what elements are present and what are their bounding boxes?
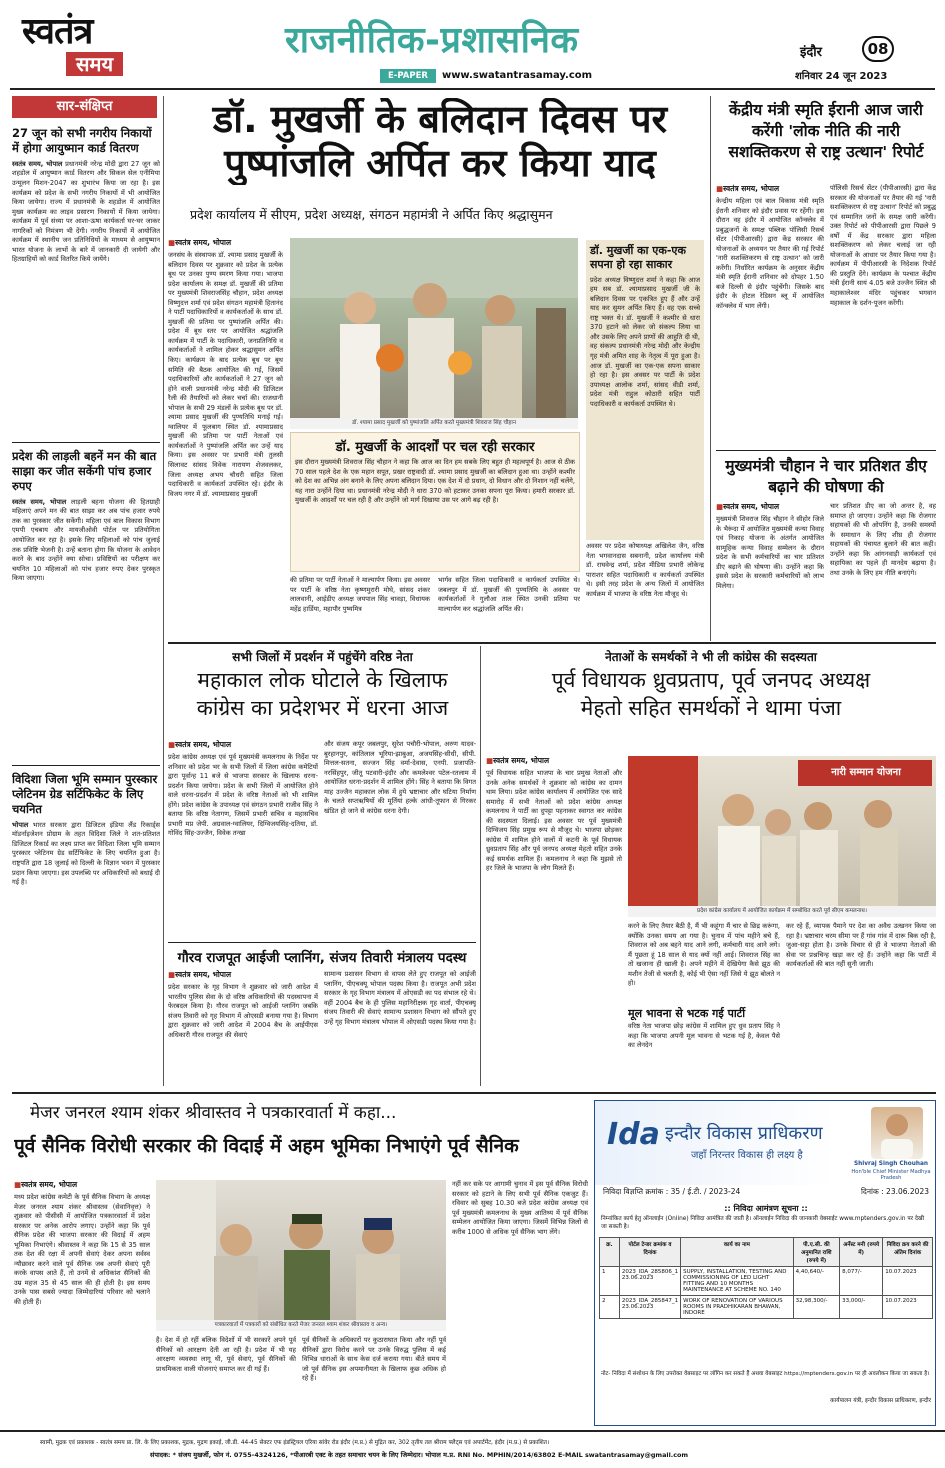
bottom-photo bbox=[156, 1180, 446, 1320]
side-story-body: प्रदेश अध्यक्ष विष्णुदत्त शर्मा ने कहा कि आज हम सब डॉ. श्यामाप्रसाद मुखर्जी जी के बलिदान दिवस पर एकत्रित हुए हैं और उन्हें याद कर सुमन अर्पित किए हैं। वह एक सच्चे राष्ट्र भक्त थे। डॉ. मुखर्जी ने कश्मीर से धारा 370 हटाने को लेकर जो संकल्प लिया था और उसके लिए अपने प्राणों की आहुति दी थी, वह संकल्प प्रधानमंत्री नरेन्द्र मोदी और केन्द्रीय गृह मंत्री अमित शाह के नेतृत्व में पूरा हुआ है। आज डॉ. मुखर्जी का एक-एक सपना साकार हो रहा है। इस अवसर पर पार्टी के प्रदेश उपाध्यक्ष आलोक शर्मा, सांसद वीडी शर्मा, प्रदेश मंत्री राहुल कोठारी सहित पार्टी पदाधिकारी व कार्यकर्ता उपस्थित थे। bbox=[590, 275, 700, 408]
mid-right-headline bbox=[486, 666, 936, 723]
lead-byline: ■ स्वतंत्र समय, भोपाल bbox=[168, 238, 283, 248]
ad-note: नोट- निविदा में संशोधन के लिए उपरोक्त वेबसाइट पर लॉगिन कर सकते हैं अथवा वेबसाइट https://mptenders.gov.in पर ही अवलोकन किया जा सकता है। bbox=[601, 1371, 930, 1377]
mid-left-col2: और संजय कपूर जबलपुर, सुरेश पचौरी-भोपाल, अरुण यादव-बुरहानपुर, कांतिलाल भूरिया-झाबुआ, अजयसिंह-सीधी, सीपी. मित्तल-सतना, सज्जन सिंह वर्मा-देवास, एनपी. प्रजापति-नरसिंहपुर, जीतू पटवारी-इंदौर और कमलेश्वर पटेल-रतलाम में आयोजित धरना-प्रदर्शन में शामिल होंगे। सिंह ने बताया कि विगत माह उज्जैन महाकाल लोक में हुये भ्रष्टाचार और घटिया निर्माण के चलते सप्तऋषियों की मूर्तियां हल्के आंधी-तूफान से गिरकर खंडित हो जाने से कांग्रेस धरना देगी। bbox=[324, 740, 476, 815]
right-story1-byline: ■ स्वतंत्र समय, भोपाल bbox=[716, 184, 824, 194]
bottom-kicker: मेजर जनरल श्याम शंकर श्रीवास्तव ने पत्रकारवार्ता में कहा... bbox=[30, 1103, 397, 1123]
sidebar-title: सार-संक्षिप्त bbox=[12, 96, 157, 118]
table-cell: SUPPLY, INSTALLATION, TESTING AND COMMISSIONING OF LED LIGHT FITTING AND 10 MONTHS MAINTENANCE AT SCHEME NO. 140 bbox=[681, 1267, 793, 1296]
right-story1-col1-text: केन्द्रीय महिला एवं बाल विकास मंत्री स्मृति ईरानी शनिवार को इंदौर प्रवास पर रहेंगी। इस दौरान वह इंदौर में आयोजित कॉन्क्लेव में प्रबुद्धजनों के समक्ष पब्लिक पॉलिसी रिसर्च सेंटर (पीपीआरसी) द्वारा केंद्र सरकार की योजनाओं के अध्ययन पर तैयार की गई रिपोर्ट 'नारी सशक्तिकरण से राष्ट्र उत्थान' को जारी करेंगी। निर्धारित कार्यक्रम के अनुसार केंद्रीय मंत्री स्मृति ईरानी शनिवार को दोपहर 1.50 बजे दिल्ली से इंदौर पहुंचेंगी। जिसके बाद इंदौर के होटल रेडिसन ब्लू में आयोजित कॉन्क्लेव में भाग लेंगी। bbox=[716, 197, 824, 311]
gaurav-top-rule bbox=[168, 942, 476, 943]
epaper-label: E-PAPER bbox=[380, 69, 436, 83]
mid-right-col2-more: वरिष्ठ नेता भाजपा छोड़ कांग्रेस में शामिल हुए धुव प्रताप सिंह ने कहा कि भाजपा अपनी मूल भावना से भटक गई है, केवल पैसे का लेनदेन bbox=[628, 1022, 780, 1050]
lead-photo-illustration bbox=[290, 238, 578, 418]
right-story-divider bbox=[716, 450, 936, 451]
ad-table-wrap bbox=[599, 1237, 933, 1367]
lead-col1 bbox=[168, 238, 283, 583]
sidebar-item-byline: स्वतंत्र समय, भोपाल bbox=[12, 497, 67, 506]
sidebar-item-heading: प्रदेश की लाड़ली बहनें मन की बात साझा कर जीत सकेंगी पांच हजार रुपए bbox=[12, 449, 157, 493]
sidebar-item bbox=[12, 772, 160, 1072]
ad-table bbox=[599, 1237, 933, 1319]
mid-right-col3: कर रहे हैं, व्यापक पैमाने पर देश का अवैध उत्खनन किया जा रहा है। भ्रष्टाचार चरम सीमा पर हैं गांव गांव में दारू बिक रही है, जुआ-सट्टा होता है। उनके विचार से ही वे भाजपा नेताओं की सेवा पर प्रश्नचिन्ह खड़ा कर रहे हैं। उन्होंने कहा कि पार्टी में कार्यकर्ताओं की बात नहीं सुनी जाती। bbox=[786, 922, 936, 969]
logo-line1: स्वतंत्र bbox=[22, 11, 93, 52]
sidebar-item bbox=[12, 126, 160, 436]
right-story2-col2: चार प्रतिशत डीए का जो अन्तर है, वह समाप्त हो जाएगा। उन्होंने कहा कि रोजगार सहायकों की भी ओपनिंग है, उनकी समस्यों के समाधान के लिए शीघ्र ही रोजगार सहायकों की पंचायत बुलाने की बात कही। उन्होंने कहा कि आंगनवाड़ी कार्यकर्ता एवं सहायिका का पहले ही मानदेय बढ़ाया है। तथा उनके के लिए हम नीति बनाएंगे। bbox=[830, 502, 936, 577]
mid-right-photo bbox=[628, 756, 936, 906]
table-cell: 2023_IDA_285847_1 23.06.2023 bbox=[619, 1296, 680, 1319]
side-story-body2: अवसर पर प्रदेश कोषाध्यक्ष अखिलेश जैन, वरिष्ठ नेता भगवानदास सबनानी, प्रदेश कार्यालय मंत्री डॉ. राघवेन्द्र शर्मा, प्रदेश मीडिया प्रभारी लोकेन्द्र पाराशर सहित पदाधिकारी व कार्यकर्ता उपस्थित थे। इसी तरह प्रदेश के अन्य जिलों में आयोजित कार्यक्रम में भाजपा के वरिष्ठ नेता मौजूद थे। bbox=[586, 542, 704, 598]
masthead-rule bbox=[10, 88, 935, 90]
ad-tender-ref: निविदा विज्ञप्ति क्रमांक : 35 / ई.टी. / 2023-24 bbox=[603, 1187, 741, 1196]
lead-bottom-col1: की प्रतिमा पर पार्टी नेताओं ने माल्यार्पण किया। इस अवसर पर पार्टी के वरिष्ठ नेता कृष्णमुरारी मोघे, सांसद शंकर लालवानी, आईडीए अध्यक्ष जयपाल सिंह चावड़ा, विधायक महेंद्र हार्डिया, महापौर पुष्यमित्र bbox=[290, 576, 430, 613]
lead-headline-line2: पुष्पांजलि अर्पित कर किया याद bbox=[224, 140, 656, 185]
masthead bbox=[0, 0, 945, 88]
ad-person-title: Hon'ble Chief Minister Madhya Pradesh bbox=[851, 1169, 931, 1181]
mid-left-headline-line1: महाकाल लोक घोटाले के खिलाफ bbox=[197, 668, 448, 692]
sidebar-item-body: लाड़ली बहना योजना की हितग्राही महिलाएं अपने मन की बात साझा कर अब पांच हजार रुपये तक का पुरस्कार जीत सकेंगी। महिला एवं बाल विकास विभाग एमपी एचबाय और मायजीओवी पोर्टल पर प्रतियोगिता आयोजित कर रहा है। इसके लिए महिलाओं को पांच जुलाई तक प्रविष्टि भेजनी है। उन्हें बताना होगा कि योजना के आवेदन करने के बाद उन्होंने क्या सोचा। प्रविष्टियों का परीक्षण कर चयनित 10 महिलाओं को पांच हजार रुपए देकर पुरस्कृत किया जाएगा। bbox=[12, 497, 160, 583]
ad-person-photo bbox=[871, 1107, 923, 1159]
table-cell: 4,40,640/- bbox=[793, 1267, 839, 1296]
ad-signature: कार्यपालन यंत्री, इन्दौर विकास प्राधिकरण, इन्दौर bbox=[830, 1398, 931, 1404]
side-story bbox=[586, 240, 704, 540]
mid-right-photo-caption: प्रदेश कांग्रेस कार्यालय में आयोजित कार्यक्रम में सम्बोधित करते पूर्व सीएम कमलनाथ। bbox=[628, 906, 936, 917]
mid-right-byline: ■ स्वतंत्र समय, भोपाल bbox=[486, 756, 622, 766]
ad-person-name: Shivraj Singh Chouhan bbox=[853, 1161, 929, 1167]
lead-col1-text: जनसंघ के संस्थापक डॉ. श्यामा प्रसाद मुखर्जी के बलिदान दिवस पर शुक्रवार को प्रदेश के प्रत्येक बूथ पर उनका पुण्य स्मरण किया गया। भाजपा प्रदेश कार्यालय के समक्ष डॉ. मुखर्जी की प्रतिमा पर मुख्यमंत्री शिवराजसिंह चौहान, प्रदेश अध्यक्ष विष्णुदत्त शर्मा एवं प्रदेश संगठन महामंत्री हितानंद ने पार्टी पदाधिकारियों व कार्यकर्ताओं के साथ डॉ. मुखर्जी की प्रतिमा पर पुष्पांजलि अर्पित की। प्रदेश में बूथ स्तर पर आयोजित श्रद्धांजलि कार्यक्रम में पार्टी के पदाधिकारी, जनप्रतिनिधि व कार्यकर्ताओं ने शामिल होकर श्रद्धासुमन अर्पित किए। कार्यक्रम के बाद प्रत्येक बूथ पर बूथ समिति की बैठक आयोजित की गई, जिसमें पदाधिकारियों और कार्यकर्ताओं ने 27 जून को होने वाली प्रधानमंत्री नरेन्द्र मोदी की डिजिटल रैली की तैयारियों को लेकर चर्चा की। राजधानी भोपाल के सभी 29 मंडलों के प्रत्येक बूथ पर डॉ. श्यामा प्रसाद मुखर्जी की पुण्यतिथि मनाई गई। ग्वालियर में फूलबाग स्थित डॉ. श्यामाप्रसाद मुखर्जी की प्रतिमा पर पार्टी नेताओं एवं कार्यकर्ताओं ने पुष्पांजलि अर्पित कर उन्हें याद किया। इस अवसर पर प्रभारी मंत्री तुलसी सिलावट सांसद विवेक नारायण शेजवलकर, जिला अध्यक्ष अभय चौधरी सहित जिला पदाधिकारी व कार्यकर्ता उपस्थित रहे। इंदौर के विजय नगर में डॉ. श्यामाप्रसाद मुखर्जी bbox=[168, 251, 283, 498]
lead-subheadline: प्रदेश कार्यालय में सीएम, प्रदेश अध्यक्ष, संगठन महामंत्री ने अर्पित किए श्रद्धासुमन bbox=[190, 207, 553, 222]
ad-org-name: इन्दौर विकास प्राधिकरण bbox=[665, 1123, 823, 1144]
lead-headline bbox=[170, 98, 710, 185]
ad-logo: Ida bbox=[607, 1117, 660, 1152]
ad-col-header: पी.ए.सी. की अनुमानित राशि (रुपये में) bbox=[793, 1238, 839, 1267]
right-story2-byline: ■ स्वतंत्र समय, भोपाल bbox=[716, 502, 824, 512]
mid-left-col1-text: प्रदेश कांग्रेस अध्यक्ष एवं पूर्व मुख्यमंत्री कमलनाथ के निर्देश पर शनिवार को प्रदेश भर के सभी जिलों में जिला कांग्रेस कमेटियों द्वारा पूर्वान्ह 11 बजे से भाजपा सरकार के खिलाफ धरना-प्रदर्शन किया जायेगा। प्रदेश के सभी जिलों में आयोजित होने वाले धरना-प्रदर्शन में प्रदेश के वरिष्ठ नेताओं को भी शामिल होंगे। प्रदेश कांग्रेस के उपाध्यक्ष एवं संगठन प्रभारी राजीव सिंह ने बताया कि वरिष्ठ नेतागण, जिसमें प्रभारी सचिव व महासचिव प्रभारी मप्र जेपी. अग्रवाल-ग्वालियर, दिग्विजयसिंह-दतिया, डॉ. गोविंद सिंह-उज्जैन, विवेक तन्खा bbox=[168, 753, 318, 838]
mid-right-kicker: नेताओं के समर्थकों ने भी ली कांग्रेस की सदस्यता bbox=[605, 650, 817, 664]
website-link[interactable]: www.swatantrasamay.com bbox=[441, 70, 593, 81]
mid-section-rule bbox=[168, 642, 936, 644]
right-story2-col1-text: मुख्यमंत्री शिवराज सिंह चौहान ने सीहोर जिले के भैरूंदा में आयोजित मुख्यमंत्री कन्या विवाह एवं निकाह योजना के अंतर्गत आयोजित सामूहिक कन्या विवाह सम्मेलन के दौरान प्रदेश के सभी कर्मचारियों का चार प्रतिशत डीए बढ़ाने की घोषणा की। उन्होंने कहा कि इससे प्रदेश के सरकारी कर्मचारियों को लाभ मिलेगा। bbox=[716, 515, 824, 590]
lead-subbox-heading: डॉ. मुखर्जी के आदर्शों पर चल रही सरकार bbox=[335, 440, 535, 455]
lead-photo bbox=[290, 238, 578, 418]
sidebar-item-body: भारत सरकार द्वारा डिजिटल इंडिया लैंड रिकार्ड्स मॉडर्नाइजेशन प्रोग्राम के तहत विदिशा जिले ने शत-प्रतिशत डिजिटल रिकार्ड का लक्ष्य प्राप्त कर विदिशा जिला भूमि सम्मान पुरस्कार प्लेटिनम ग्रेड सर्टिफिकेट के लिए चयनित हुआ है। राष्ट्रपति द्वारा 18 जुलाई को दिल्ली के विज्ञान भवन में पुरस्कार प्रदान किया जाएगा। इस उपलब्धि पर अधिकारियों को बधाई दी गई है। bbox=[12, 820, 160, 887]
sidebar-item bbox=[12, 449, 160, 759]
mid-left-kicker: सभी जिलों में प्रदर्शन में पहुंचेंगे वरिष्ठ नेता bbox=[232, 650, 413, 664]
bottom-photo-caption: पत्रकारवार्ता में पत्रकारों को संबोधित करते मेजर जनरल श्याम शंकर श्रीवास्तव व अन्य। bbox=[156, 1320, 446, 1331]
right-story1-col1 bbox=[716, 184, 824, 444]
gaurav-col1 bbox=[168, 970, 318, 1088]
lead-subbox-body: इस दौरान मुख्यमंत्री शिवराज सिंह चौहान ने कहा कि आज का दिन हम सबके लिए बहुत ही महत्वपूर्ण है। आज से ठीक 70 साल पहले देश के एक महान सपूत, प्रखर राष्ट्रवादी डॉ. श्यामा प्रसाद मुखर्जी का बलिदान हुआ था। उन्होंने कश्मीर को देश का अभिन्न अंग बनाने के लिए अपना बलिदान दिया। एक देश में दो प्रधान, दो विधान और दो निशान नहीं चलेंगे, यह नारा उन्होंने दिया था। प्रधानमंत्री नरेन्द्र मोदी ने धारा 370 को हटाकर उनका सपना पूरा किया। हमारी सरकार डॉ. मुखर्जी के आदर्शों पर चल रही है और उन्होंने जो मार्ग दिखाया उस पर आगे बढ़ रही है। bbox=[295, 458, 575, 505]
bottom-col4: नहीं कर सके पर आगामी चुनाव में इस पूर्व सैनिक विरोधी सरकार को हटाने के लिए सभी पूर्व सैनिक एकजुट हैं। रविवार को सुबह 10.30 बजे प्रदेश कांग्रेस अध्यक्ष एवं पूर्व मुख्यमंत्री कमलनाथ के मुख्य आतिथ्य में पूर्व सैनिक सम्मेलन आयोजित किया जाएगा। जिसमें विभिन्न जिलों से करीब 1000 से अधिक पूर्व सैनिक भाग लेंगे। bbox=[452, 1180, 588, 1236]
table-cell: 10.07.2023 bbox=[883, 1296, 933, 1319]
sidebar-item-heading: 27 जून को सभी नगरीय निकायों में होगा आयुष्मान कार्ड वितरण bbox=[12, 126, 152, 155]
mid-right-photo-banner: नारी सम्मान योजना bbox=[831, 767, 901, 778]
mid-column-rule bbox=[480, 646, 481, 1086]
right-story2-col1 bbox=[716, 502, 824, 640]
ad-col-header: कार्य का नाम bbox=[681, 1238, 793, 1267]
table-cell: 33,000/- bbox=[840, 1296, 883, 1319]
mid-right-col2: करने के लिए तैयार बैठी है, मैं भी कहूंगा मैं चार से छिद्र करूंगा, क्योंकि उनका समय आ गया है। चुनाव में पांच महीने बचे हैं, शिवराज को अब बहने याद आने लगी, कर्मचारी याद आने लगे। मैं पूछता हूं 18 साल से याद क्यों नहीं आई। शिवराज सिंह का तो खजाना ही खाली है। अपने महीने में देखियेगा कैसे झूठ की मशीन तेजी से चलती है, कोई भी ऐसा नहीं जिसे ये झूठ बोलते न हो। bbox=[628, 922, 780, 988]
lead-headline-line1: डॉ. मुखर्जी के बलिदान दिवस पर bbox=[212, 98, 668, 141]
city-label: इंदौर bbox=[800, 45, 822, 60]
bottom-col2: है। देश में हो रहीं बलिक विदेशों में भी सरकारें अपने पूर्व सैनिकों को आरक्षण देती आ रही है। प्रदेश में भी यह आरक्षण व्यवस्था लागू थी, पूर्व सेवाएं, पूर्व सैनिकों की प्राथमिकता वाली योजनाएं समाप्त कर दी गई हैं। bbox=[156, 1336, 296, 1373]
page-number: 08 bbox=[862, 36, 894, 62]
bottom-col1 bbox=[14, 1180, 150, 1424]
sidebar-item-byline: स्वतंत्र समय, भोपाल bbox=[12, 159, 63, 168]
right-story1-col2: पॉलिसी रिसर्च सेंटर (पीपीआरसी) द्वारा केंद्र सरकार की योजनाओं पर तैयार की गई 'नारी सशक्तिकरण से राष्ट्र उत्थान' रिपोर्ट को प्रबुद्ध एवं सम्मानित जनों के समक्ष जारी करेंगी। उक्त रिपोर्ट को पीपीआरसी द्वारा पिछले 9 वर्षों में केंद्र सरकार द्वारा महिला सशक्तिकरण को लेकर चलाई जा रही योजनाओं के आधार पर तैयार किया गया है। कार्यक्रम में पीपीआरसी के निदेशक रिपोर्ट की प्रस्तुति देंगे। कार्यक्रम के पश्चात केंद्रीय मंत्री ईरानी सायं 4.05 बजे उज्जैन स्थित श्री महाकालेश्वर मंदिर पहुंचकर भगवान महाकाल के दर्शन-पूजन करेंगी। bbox=[830, 184, 936, 307]
lead-photo-caption: डॉ. श्यामा प्रसाद मुखर्जी को पुष्पांजलि अर्पित करते मुख्यमंत्री शिवराज सिंह चौहान bbox=[290, 418, 578, 429]
sidebar-divider bbox=[12, 765, 160, 766]
sidebar-item-heading: विदिशा जिला भूमि सम्मान पुरस्कार प्लेटिनम ग्रेड सर्टिफिकेट के लिए चयनित bbox=[12, 772, 158, 816]
ad-tender-date: दिनांक : 23.06.2023 bbox=[860, 1187, 929, 1196]
mid-right-photo-illustration bbox=[628, 756, 936, 906]
table-cell: 32,98,300/- bbox=[793, 1296, 839, 1319]
ad-tagline: जहाँ निरन्तर विकास ही लक्ष्य है bbox=[691, 1150, 803, 1161]
gaurav-headline: गौरव राजपूत आईजी प्लानिंग, संजय तिवारी मंत्रालय पदस्थ bbox=[177, 950, 467, 966]
ad-col-header: अर्नेस्ट मनी (रुपये में) bbox=[840, 1238, 883, 1267]
footer bbox=[0, 1430, 945, 1468]
epaper-strip bbox=[380, 68, 680, 83]
table-row bbox=[600, 1296, 933, 1319]
ad-notice-body: निम्नांकित कार्य हेतु ऑनलाईन (Online) निविदा आमंत्रित की जाती है। ऑनलाईन निविदा की जानकारी वेबसाईट www.mptenders.gov.in पर देखी जा सकती है। bbox=[601, 1216, 925, 1231]
gaurav-col2: सामान्य प्रशासन विभाग से वापस लेते हुए राजपूत को आईजी प्लानिंग, पीएचक्यू भोपाल पदस्थ किया है। राजपूत अभी प्रदेश सरकार के गृह विभाग मंत्रालय में ओएसडी का पद संभाल रहे थे। वहीं 2004 बैच के ही पुलिस महानिरीक्षक गृह वार्ता, पीएचक्यू संजय तिवारी की सेवाएं सामान्य प्रशासन विभाग को सौंपते हुए उन्हें गृह विभाग मंत्रालय भोपाल में ओएसडी पदस्थ किया गया है। bbox=[324, 970, 476, 1026]
person-icon bbox=[871, 1107, 923, 1159]
mid-left-col1 bbox=[168, 740, 318, 938]
mid-right-col2-subhead: मूल भावना से भटक गई पार्टी bbox=[628, 1007, 746, 1020]
ad-col-header: क्र. bbox=[600, 1238, 620, 1267]
right-story2-headline: मुख्यमंत्री चौहान ने चार प्रतिशत डीए बढ़ाने की घोषणा की bbox=[725, 457, 927, 496]
mid-right-col1 bbox=[486, 756, 622, 1088]
section-title: राजनीतिक-प्रशासनिक bbox=[285, 20, 579, 61]
mid-right-headline-line2: मेहतो सहित समर्थकों ने थामा पंजा bbox=[580, 696, 842, 721]
side-story-heading: डॉ. मुखर्जी का एक-एक सपना हो रहा साकार bbox=[590, 244, 686, 272]
lead-subbox bbox=[290, 432, 580, 572]
mid-left-headline bbox=[170, 666, 475, 723]
logo-line2: समय bbox=[66, 52, 123, 76]
gaurav-byline: ■ स्वतंत्र समय, भोपाल bbox=[168, 970, 318, 980]
sidebar-item-body: प्रधानमंत्री नरेन्द्र मोदी द्वारा 27 जून को शहडोल में आयुष्मान कार्ड वितरण और सिकल सेल एनीमिया उन्मूलन मिशन-2047 का शुभारंभ किया जा रहा है। इस कार्यक्रम को प्रदेश के सभी नगरीय निकायों में भी आयोजित किया जायेगा। राज्य में प्रधानमंत्री के शहडोल में आयोजित मुख्य कार्यक्रम का लाइव प्रसारण निकायों में किया जायेगा। कार्यक्रम में पूर्व संध्या पर आशा-ऊषा कार्यकर्ता घर-घर जाकर नागरिकों को निमंत्रण भी देंगी। नगरीय निकायों में आयोजित कार्यक्रम में स्थानीय जन प्रतिनिधियों के माध्यम से आयुष्मान भारत योजना के लाभों के बारे में जानकारी दी जायेगी और हितग्राहियों को कार्ड वितरित किये जायेंगे। bbox=[12, 159, 160, 264]
ad-col-header: पोर्टल टेन्डर क्रमांक व दिनांक bbox=[619, 1238, 680, 1267]
issue-date: शनिवार 24 जून 2023 bbox=[795, 71, 888, 82]
table-cell: 2 bbox=[600, 1296, 620, 1319]
ad-tender-bar bbox=[595, 1187, 936, 1201]
sidebar bbox=[12, 126, 160, 1076]
gaurav-col1-text: प्रदेश सरकार के गृह विभाग ने शुक्रवार को जारी आदेश में भारतीय पुलिस सेवा के दो वरिष्ठ अधिकारियों की पदस्थापना में फेरबदल किया है। गौरव राजपूत को आईजी प्लानिंग जबकि संजय तिवारी को गृह विभाग में ओएसडी बनाया गया है। विभाग द्वारा शुक्रवार को जारी आदेश में 2004 बैच के आईपीएस अधिकारी गौरव राजपूत की सेवाएं bbox=[168, 983, 318, 1039]
table-cell: WORK OF RENOVATION OF VARIOUS ROOMS IN PRADHIKARAN BHAWAN, INDORE bbox=[681, 1296, 793, 1319]
lead-right-rule bbox=[710, 96, 711, 641]
table-cell: 1 bbox=[600, 1267, 620, 1296]
ad-col-header: निविदा क्रय करने की अंतिम दिनांक bbox=[883, 1238, 933, 1267]
logo bbox=[22, 11, 152, 84]
mid-right-col1-text: पूर्व विधायक सहित भाजपा के चार प्रमुख नेताओं और उनके अनेक समर्थकों ने शुक्रवार को कांग्रेस का दामन थाम लिया। प्रदेश कांग्रेस कार्यालय में आयोजित एक सादे समारोह में सभी नेताओं को प्रदेश कांग्रेस अध्यक्ष कमलनाथ ने पार्टी का दुपट्टा पहनाकर स्वागत कर कांग्रेस की सदस्यता दिलाई। इस अवसर पर पूर्व मुख्यमंत्री दिग्विजय सिंह प्रमुख रूप से मौजूद थे। भाजपा छोड़कर कांग्रेस में शामिल होने वालों में कटनी के पूर्व विधायक ध्रुवप्रताप सिंह और पूर्व जनपद अध्यक्ष मेहतो सहित उनके कई समर्थक शामिल हैं। कमलनाथ ने कहा कि मुझसे तो हर जिले के भाजपा के लोग मिलते हैं। bbox=[486, 769, 622, 873]
table-cell: 2023_IDA_285806_1 23.06.2023 bbox=[619, 1267, 680, 1296]
footer-line2: संपादक: * संजय मुखर्जी, फोन नं. 0755-4324126, *पीआरबी एक्ट के तहत समाचार चयन के लिए जिम्मेदार। भोपाल म.प्र. RNI No. MPHIN/2014/63802 E-MAIL swatantrasamay@gmail.com bbox=[150, 1451, 689, 1459]
right-story1-headline: केंद्रीय मंत्री स्मृति ईरानी आज जारी करेंगी 'लोक नीति की नारी सशक्तिकरण से राष्ट्र उत्थान' रिपोर्ट bbox=[728, 101, 924, 161]
bottom-col1-text: मध्य प्रदेश कांग्रेस कमेटी के पूर्व सैनिक विभाग के अध्यक्ष मेजर जनरल श्याम शंकर श्रीवास्तव (सेवानिवृत्त) ने शुक्रवार को पीसीसी में आयोजित पत्रकारवार्ता में प्रदेश सरकार पर अनेक आरोप लगाए। उन्होंने कहा कि पूर्व सैनिक प्रदेश की भाजपा सरकार की विदाई में अहम भूमिका निभाएंगे। श्रीवास्तव ने कहा कि 15 से 35 साल तक देश की रक्षा में अपनी सेवाएं देकर अपना सर्वस्व न्यौछावर करने वाले पूर्व सैनिक जब अपनी सेवाएं पूरी करके वापस आते हैं, तो उनमें से अधिकांश सैनिकों की उम्र महज 35 से 45 साल की ही होती है। इस समय उनके पास सबसे ज्यादा जिम्मेदारियां परिवार को चलाने की होती हैं। bbox=[14, 1193, 150, 1307]
table-row bbox=[600, 1267, 933, 1296]
bottom-section-rule bbox=[12, 1092, 936, 1094]
sidebar-item-byline: भोपाल bbox=[12, 820, 29, 829]
lead-bottom-col2: भार्गव सहित जिला पदाधिकारी व कार्यकर्ता उपस्थित थे। जबलपुर में डॉ. मुखर्जी की पुण्यतिथि के अवसर पर कार्यकर्ताओं ने गुलौआ ताल स्थित उनकी प्रतिमा पर माल्यार्पण कर श्रद्धांजलि अर्पित की। bbox=[438, 576, 580, 613]
ad-notice-title: :: निविदा आमंत्रण सूचना :: bbox=[724, 1204, 808, 1213]
ad-table-header bbox=[600, 1238, 933, 1267]
ida-tender-ad bbox=[594, 1100, 936, 1426]
footer-line1: स्वामी, मुद्रक एवं प्रकाशक - स्वतंत्र समय प्रा. लि. के लिए प्रकाशक, मुद्रक, मुद्रण इकाई, जी.डी. 44-45 सेक्टर एफ इंडस्ट्रियल एरिया सांवेर रोड इंदौर (म.प्र.) से मुद्रित कर, 302 तृतीय तल श्रीराम फ्लैट्स एवं अपार्टमेंट, इंदौर (म.प्र.) से प्रकाशित। bbox=[40, 1440, 550, 1446]
table-cell: 8,077/- bbox=[840, 1267, 883, 1296]
mid-right-headline-line1: पूर्व विधायक ध्रुवप्रताप, पूर्व जनपद अध्यक्ष bbox=[551, 668, 871, 692]
ad-header bbox=[595, 1101, 936, 1185]
bottom-col3: पूर्व सैनिकों के अधिकारों पर कुठाराघात किया और नहीं पूर्व सैनिकों द्वारा विरोध करने पर उनके विरुद्ध पुलिस में कई विभिन्न धाराओं के साथ केस दर्ज कराया गया। बीते समय में जो पूर्व सैनिक इस अपमानीयता के खिलाफ कुछ अधिक हो रहे हैं। bbox=[302, 1336, 446, 1383]
mid-left-byline: ■ स्वतंत्र समय, भोपाल bbox=[168, 740, 318, 750]
bottom-byline: ■ स्वतंत्र समय, भोपाल bbox=[14, 1180, 150, 1190]
mid-left-headline-line2: कांग्रेस का प्रदेशभर में धरना आज bbox=[196, 696, 449, 721]
table-cell: 10.07.2023 bbox=[883, 1267, 933, 1296]
sidebar-divider bbox=[12, 442, 160, 443]
sidebar-column-rule bbox=[163, 96, 164, 1086]
bottom-headline: पूर्व सैनिक विरोधी सरकार की विदाई में अहम भूमिका निभाएंगे पूर्व सैनिक bbox=[14, 1135, 519, 1157]
bottom-photo-illustration bbox=[156, 1180, 446, 1320]
